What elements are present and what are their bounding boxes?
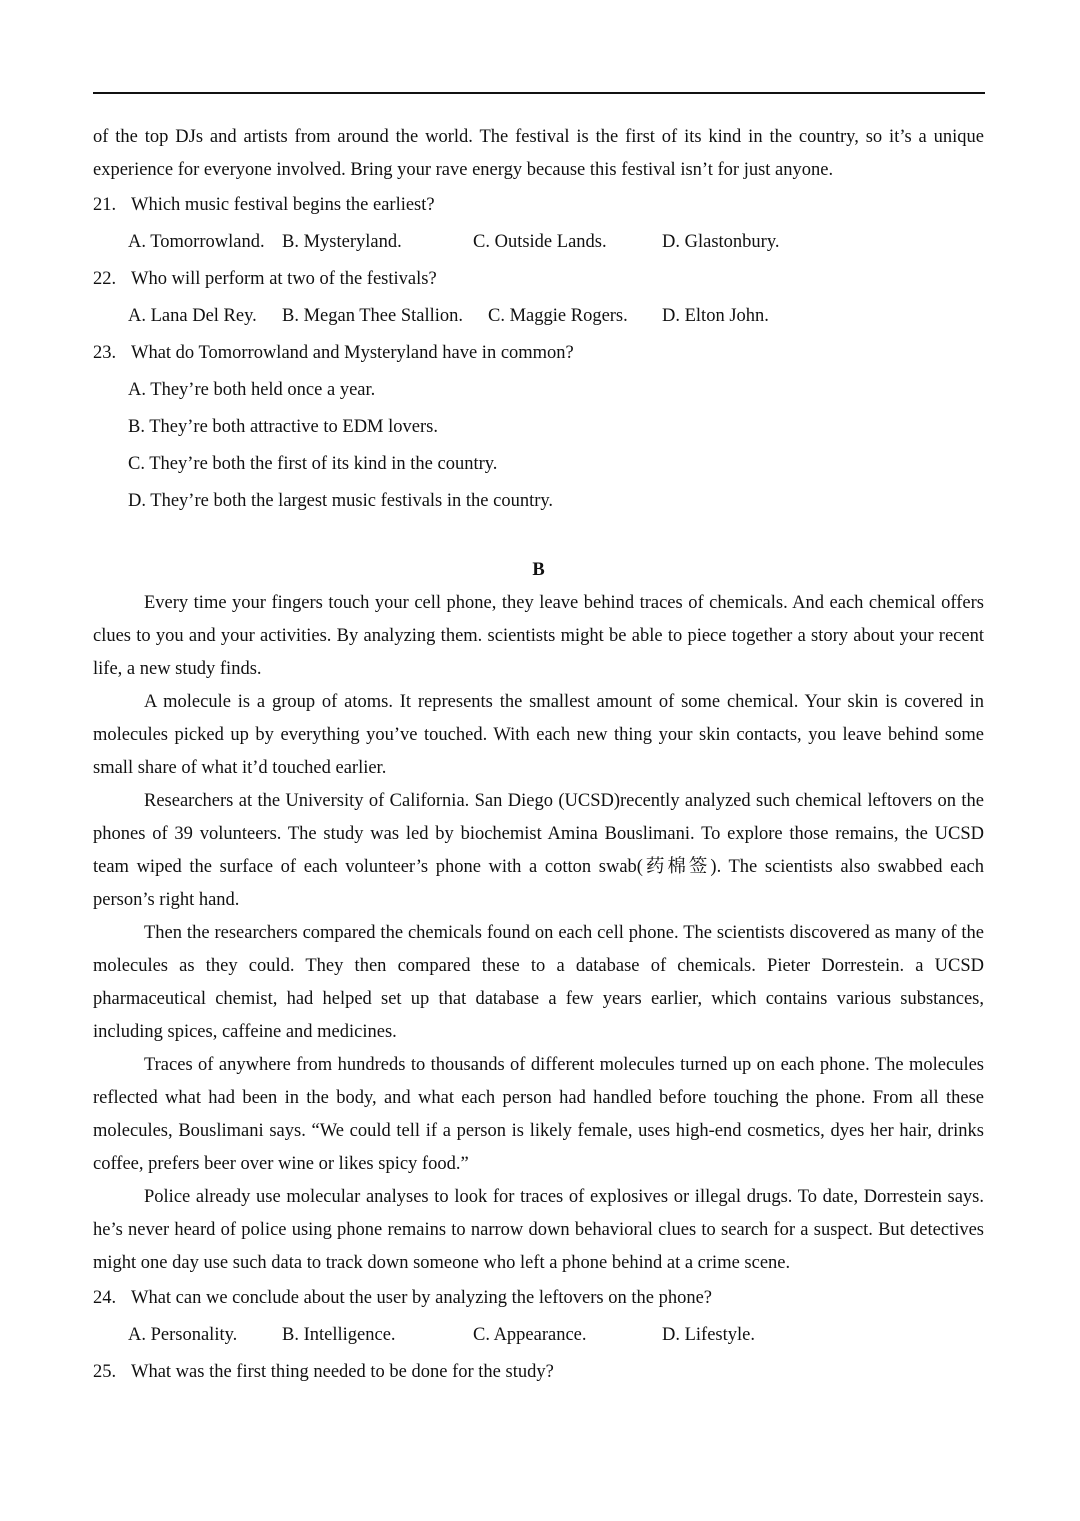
question-text: What do Tomorrowland and Mysteryland have in common? <box>131 343 574 363</box>
page-content <box>93 121 984 1391</box>
option-b: B. They’re both attractive to EDM lovers. <box>128 417 438 437</box>
question-number: 25. <box>93 1362 117 1382</box>
passage-b-paragraph-1: Every time your fingers touch your cell phone, they leave behind traces of chemicals. And each chemical offers clues to you and your activities. By analyzing them. scientists might be able to piece together a story about your recent life, a new study finds. <box>93 593 984 679</box>
option-b: B. Mysteryland. <box>282 232 402 252</box>
option-a: A. Personality. <box>128 1325 238 1345</box>
question-number: 23. <box>93 343 117 363</box>
section-heading-b: B <box>532 560 545 580</box>
question-text: Which music festival begins the earliest? <box>131 195 435 215</box>
passage-b-paragraph-4: Then the researchers compared the chemicals found on each cell phone. The scientists discovered as many of the molecules as they could. They then compared these to a database of chemicals. Pieter Dorrestein. a UCSD pharmaceutical chemist, had helped set up that database a few years earlier, which contains various substances, including spices, caffeine and medicines. <box>93 923 984 1042</box>
question-24 <box>93 1280 984 1317</box>
question-number: 21. <box>93 195 117 215</box>
question-text: Who will perform at two of the festivals? <box>131 269 437 289</box>
passage-b-paragraph-3: Researchers at the University of California. San Diego (UCSD)recently analyzed such chemical leftovers on the phones of 39 volunteers. The study was led by biochemist Amina Bouslimani. To explore those remains, the UCSD team wiped the surface of each volunteer’s phone with a cotton swab(药棉签). The scientists also swabbed each person’s right hand. <box>93 791 984 910</box>
passage-b-paragraph-2: A molecule is a group of atoms. It represents the smallest amount of some chemical. Your skin is covered in molecules picked up by everything you’ve touched. With each new thing your skin contacts, you leave behind some small share of what it’d touched earlier. <box>93 692 984 778</box>
passage-b-paragraph-5: Traces of anywhere from hundreds to thousands of different molecules turned up on each phone. The molecules reflected what had been in the body, and what each person had handled before touching the phone. From all these molecules, Bouslimani says. “We could tell if a person is likely female, uses high-end cosmetics, dyes her hair, drinks coffee, prefers beer over wine or likes spicy food.” <box>93 1055 984 1174</box>
option-b: B. Intelligence. <box>282 1325 396 1345</box>
option-b: B. Megan Thee Stallion. <box>282 306 464 326</box>
option-d: D. They’re both the largest music festivals in the country. <box>128 491 554 511</box>
option-d: D. Glastonbury. <box>662 232 780 252</box>
option-c: C. They’re both the first of its kind in the country. <box>128 454 498 474</box>
option-a: A. Lana Del Rey. <box>128 306 257 326</box>
option-c: C. Outside Lands. <box>473 232 607 252</box>
question-text: What was the first thing needed to be done for the study? <box>131 1362 554 1382</box>
option-a: A. They’re both held once a year. <box>128 380 376 400</box>
option-d: D. Lifestyle. <box>662 1325 755 1345</box>
question-21-options <box>93 224 984 261</box>
passage-a-continuation: of the top DJs and artists from around the world. The festival is the first of its kind in the country, so it’s a unique experience for everyone involved. Bring your rave energy because this festival isn’t for just anyone. <box>93 127 984 180</box>
option-c: C. Appearance. <box>473 1325 587 1345</box>
question-text: What can we conclude about the user by analyzing the leftovers on the phone? <box>131 1288 712 1308</box>
question-22-options <box>93 298 984 335</box>
question-number: 22. <box>93 269 117 289</box>
question-number: 24. <box>93 1288 117 1308</box>
option-c: C. Maggie Rogers. <box>488 306 628 326</box>
question-21 <box>93 187 984 224</box>
option-d: D. Elton John. <box>662 306 769 326</box>
passage-b-paragraph-6: Police already use molecular analyses to look for traces of explosives or illegal drugs. To date, Dorrestein says. he’s never heard of police using phone remains to narrow down behavioral clues to search for a suspect. But detectives might one day use such data to track down someone who left a phone behind at a crime scene. <box>93 1187 984 1273</box>
question-22 <box>93 261 984 298</box>
question-24-options <box>93 1317 984 1354</box>
question-23 <box>93 335 984 372</box>
header-rule <box>93 92 985 94</box>
question-25 <box>93 1354 984 1391</box>
option-a: A. Tomorrowland. <box>128 232 265 252</box>
